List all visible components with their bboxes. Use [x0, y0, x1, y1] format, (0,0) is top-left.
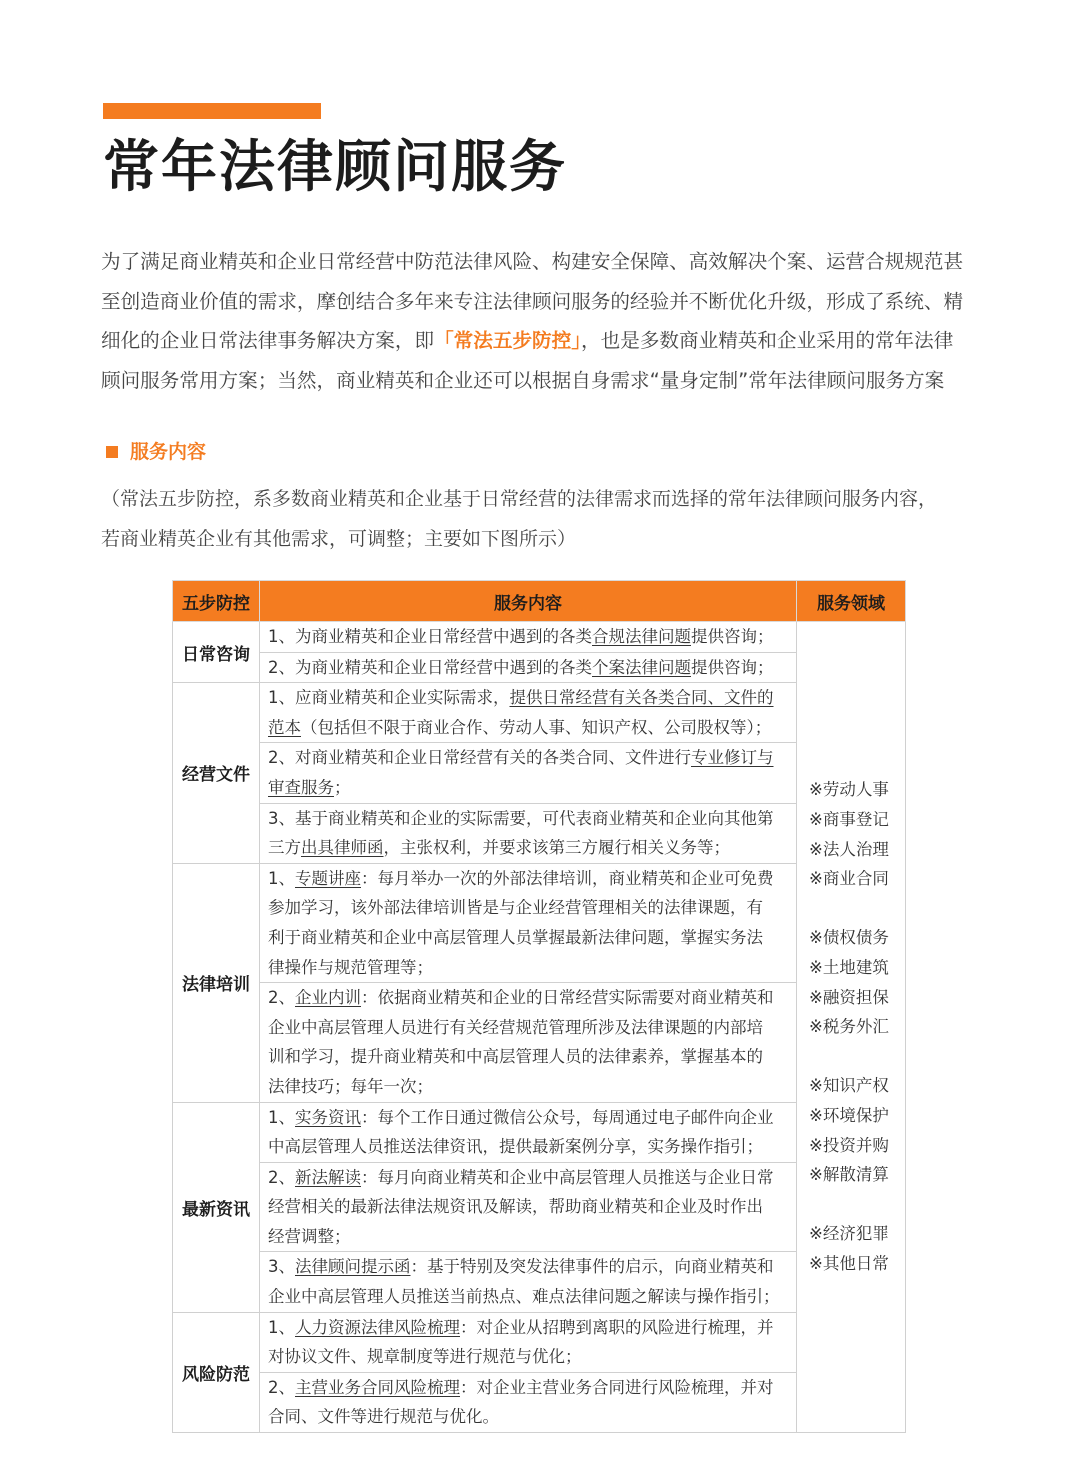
- item-line: [268, 622, 788, 652]
- service-table: [172, 580, 906, 1433]
- intro-line: [101, 321, 981, 361]
- section-heading-text: 服务内容: [130, 441, 207, 463]
- item-line: [268, 653, 788, 683]
- item-text: ：每个工作日通过微信公众号，每周通过电子邮件向企业: [361, 1107, 774, 1127]
- table-row: [173, 1102, 906, 1162]
- service-item: [260, 743, 797, 803]
- item-text: 1、: [268, 868, 295, 888]
- service-item: [260, 622, 797, 653]
- category-cell: 日常咨询: [173, 622, 260, 683]
- item-text: ：对企业主营业务合同进行风险梳理，并对: [460, 1377, 774, 1397]
- table-row: [173, 1162, 906, 1252]
- domain-item: ※劳动人事: [809, 780, 889, 800]
- intro-text: 细化的企业日常法律事务解决方案，即: [101, 329, 435, 353]
- domain-item: ※其他日常: [809, 1253, 889, 1273]
- table-row: [173, 983, 906, 1102]
- item-text: 1、为商业精英和企业日常经营中遇到的各类: [268, 627, 592, 646]
- item-text: ，主张权利，并要求该第三方履行相关义务等；: [383, 838, 730, 858]
- item-text: （包括但不限于商业合作、劳动人事、知识产权、公司股权等）；: [301, 717, 772, 737]
- item-text: ：每月举办一次的外部法律培训，商业精英和企业可免费: [361, 868, 774, 888]
- item-line: [268, 683, 788, 713]
- item-line: [268, 1103, 788, 1133]
- item-line: 经营调整；: [268, 1226, 351, 1246]
- title-accent-bar: [103, 103, 321, 119]
- item-keyword: 实务资讯: [295, 1107, 361, 1127]
- item-line: 对协议文件、规章制度等进行规范与优化；: [268, 1347, 582, 1367]
- domain-item: ※土地建筑: [809, 958, 889, 978]
- service-item: [260, 1372, 797, 1432]
- item-keyword: 法律顾问提示函: [295, 1257, 411, 1277]
- item-text: 1、: [268, 1107, 295, 1127]
- header-cell: 服务内容: [260, 581, 797, 622]
- item-text: ：每月向商业精英和企业中高层管理人员推送与企业日常: [361, 1167, 774, 1187]
- table-row: [173, 1252, 906, 1312]
- domain-cell: [797, 622, 906, 1433]
- item-keyword: 合规法律问题: [592, 627, 691, 646]
- service-item: [260, 683, 797, 743]
- item-line: [268, 833, 788, 863]
- table-row: [173, 622, 906, 653]
- square-bullet-icon: [106, 446, 118, 458]
- domain-item: ※知识产权: [809, 1076, 889, 1096]
- item-keyword: 人力资源法律风险梳理: [295, 1317, 460, 1337]
- section-heading: [106, 438, 206, 466]
- intro-line: 为了满足商业精英和企业日常经营中防范法律风险、构建安全保障、高效解决个案、运营合规规范甚: [101, 250, 964, 273]
- domain-gap: [809, 894, 905, 924]
- intro-line: 至创造商业价值的需求，摩创结合多年来专注法律顾问服务的经验并不断优化升级，形成了系统、精: [101, 289, 964, 313]
- domain-gap: [809, 1042, 905, 1072]
- service-item: [260, 652, 797, 683]
- item-text: 3、: [268, 1257, 295, 1277]
- item-line: 利于商业精英和企业中高层管理人员掌握最新法律问题，掌握实务法: [268, 927, 763, 947]
- intro-text: ，也是多数商业精英和企业采用的常年法律: [581, 329, 954, 353]
- table-row: [173, 652, 906, 683]
- item-line: [268, 1163, 788, 1193]
- header-cell: 服务领域: [797, 581, 906, 622]
- domain-item: ※经济犯罪: [809, 1224, 889, 1244]
- domain-item: ※税务外汇: [809, 1017, 889, 1037]
- item-line: [268, 1373, 788, 1403]
- section-note: [101, 479, 981, 559]
- service-item: [260, 1102, 797, 1162]
- item-text: 1、应商业精英和企业实际需求，: [268, 688, 510, 708]
- domain-item: ※法人治理: [809, 839, 889, 859]
- note-line: （常法五步防控，系多数商业精英和企业基于日常经营的法律需求而选择的常年法律顾问服务内容，: [101, 488, 938, 510]
- table-header-row: [173, 581, 906, 622]
- category-cell: 风险防范: [173, 1312, 260, 1432]
- item-text: 2、对商业精英和企业日常经营有关的各类合同、文件进行: [268, 748, 691, 768]
- item-text: 1、: [268, 1317, 295, 1337]
- item-keyword: 提供日常经营有关各类合同、文件的: [509, 688, 774, 708]
- category-cell: 最新资讯: [173, 1102, 260, 1312]
- domain-item: ※商业合同: [809, 869, 889, 889]
- highlight-term: 「常法五步防控」: [434, 329, 582, 353]
- item-line: [268, 1252, 788, 1282]
- item-line: 经营相关的最新法律法规资讯及解读，帮助商业精英和企业及时作出: [268, 1197, 763, 1217]
- item-line: 训和学习，提升商业精英和中高层管理人员的法律素养，掌握基本的: [268, 1047, 763, 1067]
- item-keyword: 主营业务合同风险梳理: [295, 1377, 460, 1397]
- item-keyword: 企业内训: [295, 988, 361, 1008]
- item-text: ：基于特别及突发法律事件的启示，向商业精英和: [410, 1257, 774, 1277]
- item-line: 参加学习，该外部法律培训皆是与企业经营管理相关的法律课题，有: [268, 898, 763, 918]
- item-text: ：对企业从招聘到离职的风险进行梳理，并: [460, 1317, 774, 1337]
- item-line: 中高层管理人员推送法律资讯，提供最新案例分享，实务操作指引；: [268, 1137, 763, 1157]
- domain-item: ※融资担保: [809, 987, 889, 1007]
- intro-line: 顾问服务常用方案；当然，商业精英和企业还可以根据自身需求“量身定制”常年法律顾问服务方案: [101, 368, 945, 392]
- page-title: 常年法律顾问服务: [103, 135, 567, 200]
- item-line: 3、基于商业精英和企业的实际需要，可代表商业精英和企业向其他第: [268, 808, 774, 828]
- item-keyword: 范本: [268, 717, 301, 737]
- domain-item: ※解散清算: [809, 1165, 889, 1185]
- category-cell: 法律培训: [173, 863, 260, 1102]
- table-row: [173, 1372, 906, 1432]
- item-line: [268, 743, 788, 773]
- item-keyword: 审查服务: [268, 777, 334, 797]
- item-keyword: 个案法律问题: [592, 657, 691, 677]
- domain-item: ※债权债务: [809, 928, 889, 948]
- service-item: [260, 983, 797, 1102]
- note-line: 若商业精英企业有其他需求，可调整；主要如下图所示）: [101, 528, 577, 550]
- item-line: [268, 773, 788, 803]
- service-item: [260, 1312, 797, 1372]
- service-item: [260, 1252, 797, 1312]
- table-row: [173, 803, 906, 863]
- service-item: [260, 863, 797, 982]
- item-keyword: 专题讲座: [295, 868, 361, 888]
- item-keyword: 出具律师函: [301, 838, 384, 858]
- domain-item: ※投资并购: [809, 1135, 889, 1155]
- item-text: 三方: [268, 838, 301, 858]
- item-line: [268, 864, 788, 894]
- domain-gap: [809, 1190, 905, 1220]
- item-text: 提供咨询；: [691, 657, 774, 677]
- table-row: [173, 863, 906, 982]
- item-line: [268, 1313, 788, 1343]
- service-item: [260, 1162, 797, 1252]
- item-keyword: 新法解读: [295, 1167, 361, 1187]
- service-item: [260, 803, 797, 863]
- item-text: 提供咨询；: [691, 627, 774, 646]
- item-line: 企业中高层管理人员进行有关经营规范管理所涉及法律课题的内部培: [268, 1017, 763, 1037]
- item-line: 合同、文件等进行规范与优化。: [268, 1407, 499, 1427]
- item-text: ：依据商业精英和企业的日常经营实际需要对商业精英和: [361, 988, 774, 1008]
- item-text: 2、: [268, 988, 295, 1008]
- table-row: [173, 743, 906, 803]
- item-keyword: 专业修订与: [691, 748, 774, 768]
- header-cell: 五步防控: [173, 581, 260, 622]
- intro-paragraph: [101, 242, 981, 400]
- item-text: 2、为商业精英和企业日常经营中遇到的各类: [268, 657, 592, 677]
- item-text: 2、: [268, 1377, 295, 1397]
- table-row: [173, 683, 906, 743]
- item-line: [268, 983, 788, 1013]
- table-row: [173, 1312, 906, 1372]
- item-line: [268, 713, 788, 743]
- item-line: 企业中高层管理人员推送当前热点、难点法律问题之解读与操作指引；: [268, 1287, 780, 1307]
- category-cell: 经营文件: [173, 683, 260, 864]
- item-line: 律操作与规范管理等；: [268, 957, 433, 977]
- item-text: 2、: [268, 1167, 295, 1187]
- domain-item: ※商事登记: [809, 810, 889, 830]
- item-text: ；: [334, 777, 351, 797]
- item-line: 法律技巧；每年一次；: [268, 1076, 433, 1096]
- domain-item: ※环境保护: [809, 1106, 889, 1125]
